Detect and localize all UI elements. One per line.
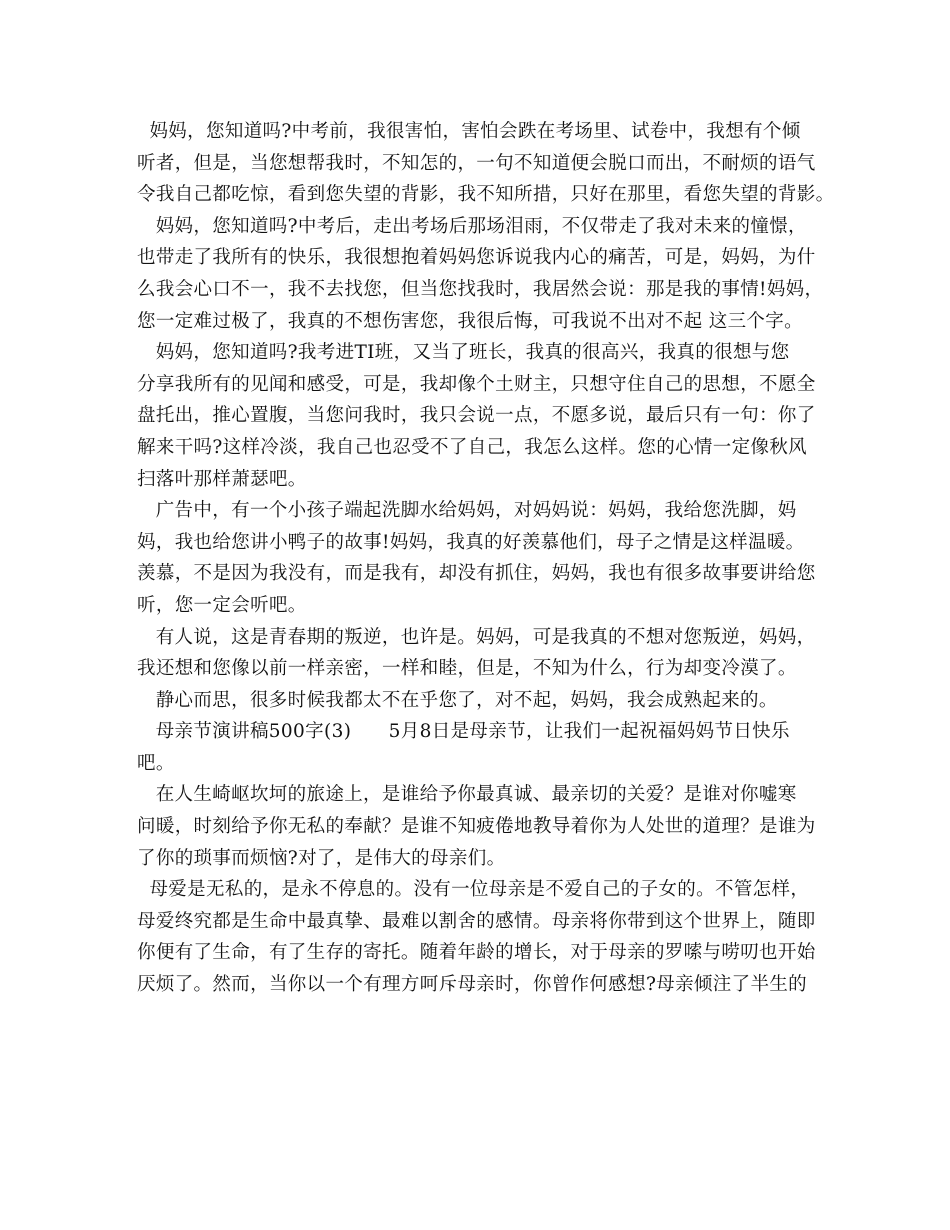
text-line: 有人说，这是青春期的叛逆，也许是。妈妈，可是我真的不想对您叛逆，妈妈，	[137, 626, 816, 648]
text-line: 解来干吗?这样冷淡，我自己也忍受不了自己，我怎么这样。您的心情一定像秋风	[137, 436, 808, 458]
text-line: 你便有了生命，有了生存的寄托。随着年龄的增长，对于母亲的罗嗦与唠叨也开始	[137, 942, 816, 964]
text-line: 听，您一定会听吧。	[137, 594, 307, 616]
text-line: 母亲节演讲稿500字(3) 5月8日是母亲节，让我们一起祝福妈妈节日快乐	[137, 721, 790, 743]
text-line: 妈妈，您知道吗?中考后，走出考场后那场泪雨，不仅带走了我对未来的憧憬，	[137, 215, 807, 237]
text-line: 母爱是无私的，是永不停息的。没有一位母亲是不爱自己的子女的。不管怎样，	[137, 879, 810, 901]
text-line: 您一定难过极了，我真的不想伤害您，我很后悔，可我说不出对不起 这三个字。	[137, 310, 803, 332]
paragraph	[137, 779, 827, 874]
text-line: 我还想和您像以前一样亲密，一样和睦，但是，不知为什么，行为却变冷漠了。	[137, 658, 797, 680]
text-line: 分享我所有的见闻和感受，可是，我却像个土财主，只想守住自己的思想，不愿全	[137, 373, 816, 395]
text-line: 母爱终究都是生命中最真挚、最难以割舍的感情。母亲将你带到这个世界上，随即	[137, 910, 816, 932]
text-line: 妈妈，您知道吗?中考前，我很害怕，害怕会跌在考场里、试卷中，我想有个倾	[137, 121, 801, 142]
text-line: 羡慕，不是因为我没有，而是我有，却没有抓住，妈妈，我也有很多故事要讲给您	[137, 563, 816, 585]
text-line: 听者，但是，当您想帮我时，不知怎的，一句不知道便会脱口而出，不耐烦的语气	[137, 152, 816, 174]
paragraph	[137, 495, 827, 621]
paragraph	[137, 337, 827, 495]
text-line: 扫落叶那样萧瑟吧。	[137, 468, 307, 490]
text-line: 妈，我也给您讲小鸭子的故事!妈妈，我真的好羡慕他们，母子之情是这样温暖。	[137, 531, 805, 553]
text-line: 盘托出，推心置腹，当您问我时，我只会说一点，不愿多说，最后只有一句：你了	[137, 405, 816, 427]
document-body	[137, 116, 835, 1001]
paragraph	[137, 622, 827, 685]
paragraph	[137, 116, 835, 211]
text-line: 问暖，时刻给予你无私的奉献？是谁不知疲倦地教导着你为人处世的道理？是谁为	[137, 816, 816, 838]
paragraph	[137, 874, 827, 1000]
paragraph	[137, 685, 827, 717]
text-line: 妈妈，您知道吗?我考进TI班，又当了班长，我真的很高兴，我真的很想与您	[137, 342, 790, 364]
text-line: 也带走了我所有的快乐，我很想抱着妈妈您诉说我内心的痛苦，可是，妈妈，为什	[137, 247, 816, 269]
text-line: 在人生崎岖坎坷的旅途上，是谁给予你最真诚、最亲切的关爱？是谁对你嘘寒	[137, 784, 797, 806]
text-line: 静心而思，很多时候我都太不在乎您了，对不起，妈妈，我会成熟起来的。	[137, 689, 778, 711]
paragraph	[137, 716, 827, 779]
text-line: 了你的琐事而烦恼?对了，是伟大的母亲们。	[137, 847, 506, 869]
text-line: 令我自己都吃惊，看到您失望的背影，我不知所措，只好在那里，看您失望的背影。	[137, 184, 835, 206]
text-line: 广告中，有一个小孩子端起洗脚水给妈妈，对妈妈说：妈妈，我给您洗脚，妈	[137, 500, 797, 522]
text-line: 厌烦了。然而，当你以一个有理方呵斥母亲时，你曾作何感想?母亲倾注了半生的	[137, 974, 808, 996]
text-line: 么我会心口不一，我不去找您，但当您找我时，我居然会说：那是我的事情!妈妈，	[137, 278, 824, 300]
paragraph	[137, 211, 827, 337]
text-line: 吧。	[137, 752, 175, 774]
